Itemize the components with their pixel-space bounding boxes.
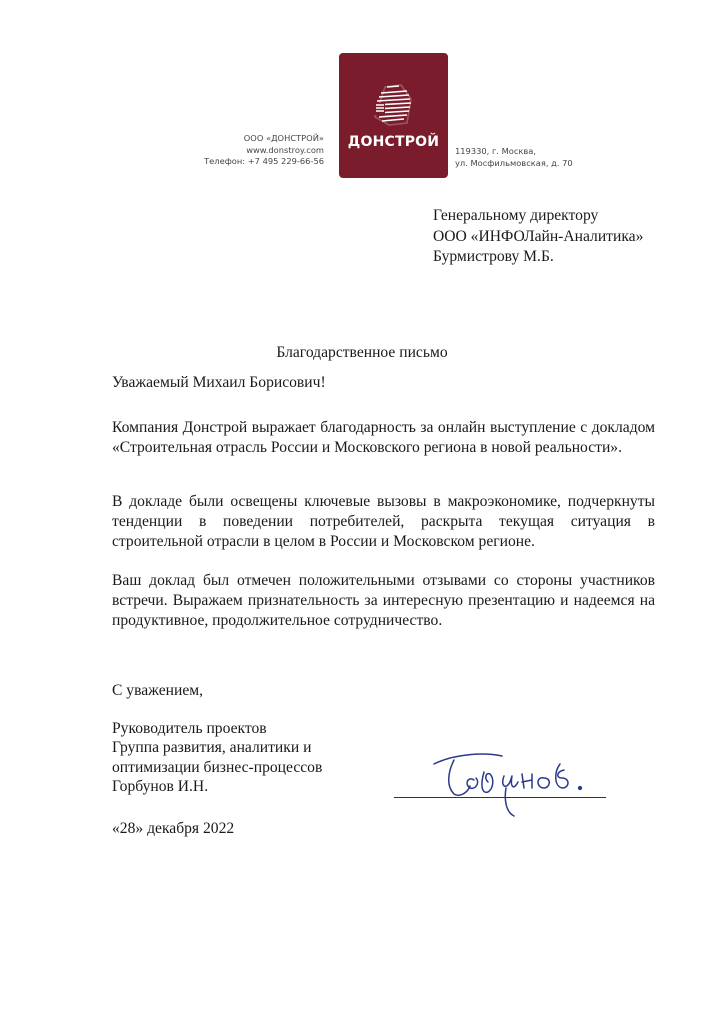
addressee-name: Бурмистрову М.Б.	[433, 248, 554, 265]
address-line-1: 119330, г. Москва,	[455, 146, 536, 156]
paragraph-1: Компания Донстрой выражает благодарность за онлайн выступление с докладом «Строительная отрасль России и Московского региона в новой реальности».	[112, 419, 655, 456]
donstroy-logo	[339, 53, 448, 178]
greeting: Уважаемый Михаил Борисович!	[112, 374, 326, 391]
address-line-2: ул. Мосфильмовская, д. 70	[455, 157, 573, 168]
signatory-position-2: Группа развития, аналитики и	[112, 739, 312, 757]
paragraph-3: Ваш доклад был отмечен положительными отзывами со стороны участников встречи. Выражаем признательность за интересную презентацию и надеемся на продуктивное, продолжительное сотрудничество.	[112, 572, 655, 629]
paragraph-2: В докладе были освещены ключевые вызовы в макроэкономике, подчеркнуты тенденции в поведении потребителей, раскрыта текущая ситуация в строительной отрасли в целом в России и Московском регионе.	[112, 493, 655, 550]
signatory-block	[112, 719, 372, 796]
sender-phone: Телефон: +7 495 229-66-56	[204, 156, 324, 166]
logo-wordmark: ДОНСТРОЙ	[347, 134, 440, 150]
addressee-block	[433, 206, 693, 268]
sender-address	[455, 146, 615, 169]
signatory-position-3: оптимизации бизнес-процессов	[112, 758, 323, 776]
sender-website: www.donstroy.com	[246, 144, 324, 155]
closing: С уважением,	[112, 682, 204, 699]
addressee-position: Генеральному директору	[433, 207, 599, 224]
handwritten-signature	[424, 742, 604, 822]
sender-company-name: ООО «ДОНСТРОЙ»	[243, 133, 324, 143]
sender-contacts	[190, 133, 324, 168]
building-logo-icon	[367, 79, 419, 131]
signatory-name: Горбунов И.Н.	[112, 777, 209, 795]
letter-title: Благодарственное письмо	[276, 344, 448, 361]
addressee-company: ООО «ИНФОЛайн-Аналитика»	[433, 227, 644, 245]
signature-line	[394, 797, 606, 798]
signatory-position-1: Руководитель проектов	[112, 720, 267, 737]
letter-date: «28» декабря 2022	[112, 820, 235, 837]
